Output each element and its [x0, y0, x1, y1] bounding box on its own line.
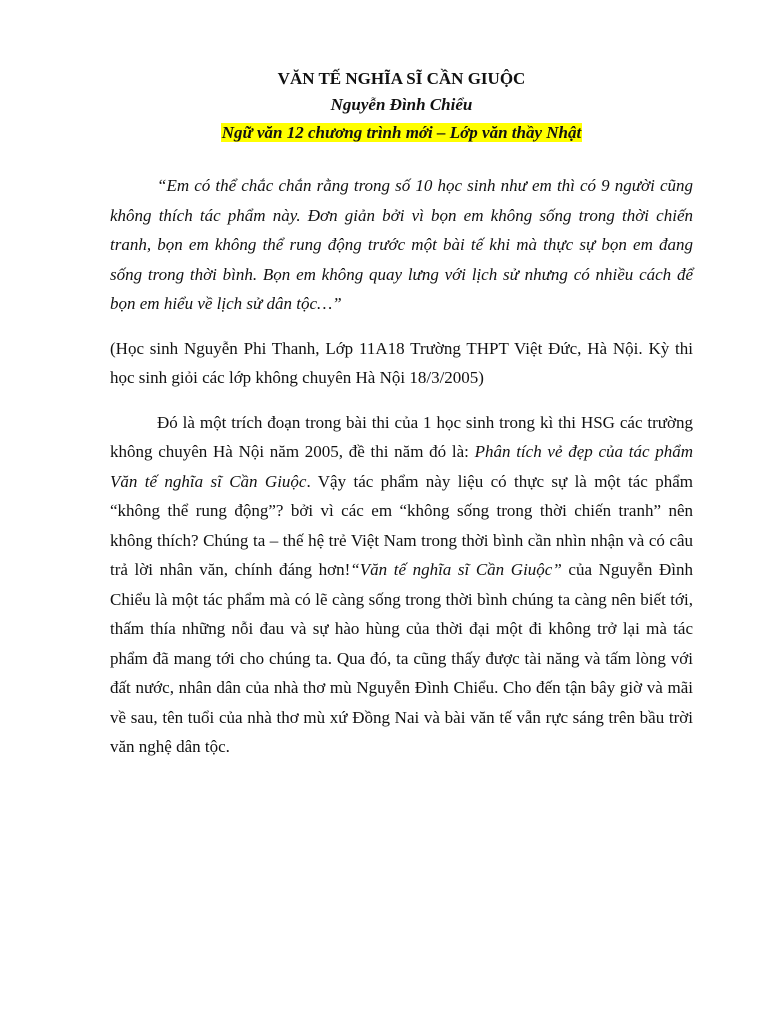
work-title: “Văn tế nghĩa sĩ Cần Giuộc” [350, 560, 562, 579]
essay-paragraph [110, 408, 693, 762]
author-name: Nguyễn Đình Chiểu [330, 95, 473, 114]
subtitle-line [110, 120, 693, 147]
document-title: VĂN TẾ NGHĨA SĨ CẦN GIUỘC [277, 69, 526, 88]
exam-topic: Phân tích vẻ đẹp của tác phẩm Văn tế nghĩa sĩ Cần Giuộc [110, 442, 694, 491]
student-quote-paragraph: “Em có thể chắc chắn rằng trong số 10 học sinh như em thì có 9 người cũng không thích tác phẩm này. Đơn giản bởi vì bọn em không sống trong thời chiến tranh, bọn em không thể rung động trước một bài tế khi mà thực sự bọn em đang sống trong thời bình. Bọn em không quay lưng với lịch sử nhưng có nhiều cách để bọn em hiểu về lịch sử dân tộc…” [110, 176, 693, 313]
quote-source-paragraph: (Học sinh Nguyễn Phi Thanh, Lớp 11A18 Trường THPT Việt Đức, Hà Nội. Kỳ thi học sinh giỏi các lớp không chuyên Hà Nội 18/3/2005) [110, 338, 693, 387]
essay-text-part-2: . Vậy tác phẩm này liệu có thực sự là một tác phẩm “không thể rung động”? bởi vì các em “không sống trong thời chiến tranh” nên không thích? Chúng ta – thế hệ trẻ Việt Nam trong thời bình cần nhìn nhận và có câu trả lời nhân văn, chính đáng hơn! [110, 471, 693, 579]
essay-text-part-3: của Nguyễn Đình Chiểu là một tác phẩm mà có lẽ càng sống trong thời bình chúng ta càng nên biết tới, thấm thía những nỗi đau và sự hào hùng của thời đại một đi không trở lại mà tác phẩm đã mang tới cho chúng ta. Qua đó, ta cũng thấy được tài năng và tấm lòng với đất nước, nhân dân của nhà thơ mù Nguyễn Đình Chiểu. Cho đến tận bây giờ và mãi về sau, tên tuổi của nhà thơ mù xứ Đồng Nai và bài văn tế vẫn rực sáng trên bầu trời văn nghệ dân tộc. [110, 560, 694, 756]
essay-text-part-1: Đó là một trích đoạn trong bài thi của 1 học sinh trong kì thi HSG các trường không chuyên Hà Nội năm 2005, đề thi năm đó là: [110, 412, 693, 461]
highlighted-subtitle: Ngữ văn 12 chương trình mới – Lớp văn thầy Nhật [221, 123, 582, 142]
document-page [110, 66, 693, 762]
